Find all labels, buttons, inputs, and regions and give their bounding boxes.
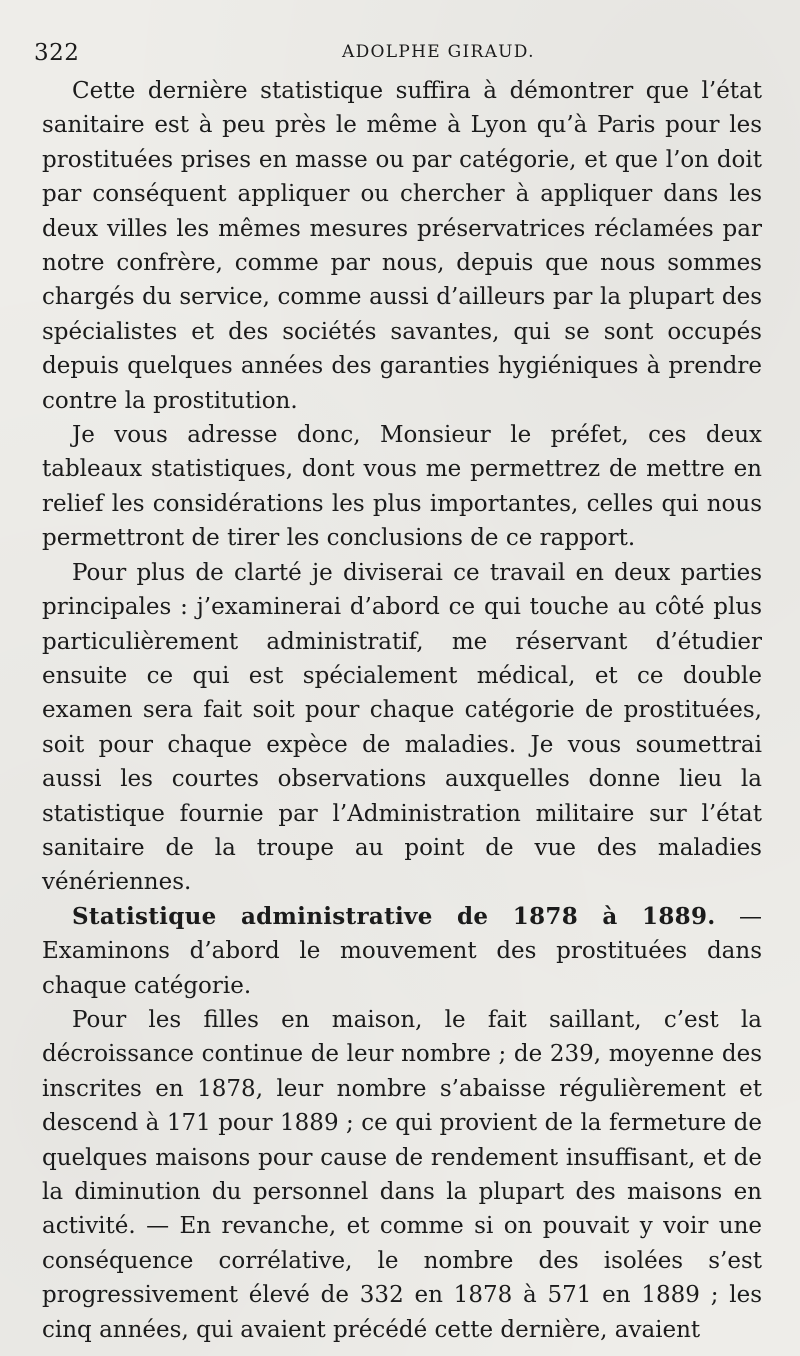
section-text: — Examinons d’abord le mouvement des prostituées dans chaque catégorie. [42, 903, 763, 999]
paragraph-3: Pour plus de clarté je diviserai ce travail en deux parties principales : j’examinerai d’abord ce qui touche au côté plus particulièrement administratif, me réservant d’étudier ensuite ce qui est spécialement médical, et ce double examen sera fait soit pour chaque catégorie de prostituées, soit pour chaque expèce de maladies. Je vous soumettrai aussi les courtes observations auxquelles donne lieu la statistique fournie par l’Administration militaire sur l’état sanitaire de la troupe au point de vue des maladies vénériennes. [42, 559, 762, 896]
closing-paragraph: Pour les filles en maison, le fait saillant, c’est la décroissance continue de leur nombre ; de 239, moyenne des inscrites en 1878, leur nombre s’abaisse régulièrement et descend à 171 pour 1889 ; ce qui provient de la fermeture de quelques maisons pour cause de rendement insuffisant, et de la diminution du personnel dans la plupart des maisons en activité. — En revanche, et comme si on pouvait y voir une conséquence corrélative, le nombre des isolées s’est progressivement élevé de 332 en 1878 à 571 en 1889 ; les cinq années, qui avaient précédé cette dernière, avaient [42, 1006, 762, 1343]
paragraph-2: Je vous adresse donc, Monsieur le préfet, ces deux tableaux statistiques, dont vous me permettrez de mettre en relief les considérations les plus importantes, celles qui nous permettront de tirer les conclusions de ce rapport. [42, 422, 762, 552]
body-text [42, 74, 762, 1347]
paragraph-1: Cette dernière statistique suffira à démontrer que l’état sanitaire est à peu près le même à Lyon qu’à Paris pour les prostituées prises en masse ou par catégorie, et que l’on doit par conséquent appliquer ou chercher à appliquer dans les deux villes les mêmes mesures préservatrices réclamées par notre confrère, comme par nous, depuis que nous sommes chargés du service, comme aussi d’ailleurs par la plupart des spécialistes et des sociétés savantes, qui se sont occupés depuis quelques années des garanties hygiéniques à prendre contre la prostitution. [42, 78, 762, 414]
page-number: 322 [34, 40, 80, 66]
section-heading: Statistique administrative de 1878 à 1889. [72, 902, 716, 930]
running-head: ADOLPHE GIRAUD. [342, 42, 535, 62]
section-paragraph [42, 900, 762, 1003]
page-header [34, 40, 764, 70]
